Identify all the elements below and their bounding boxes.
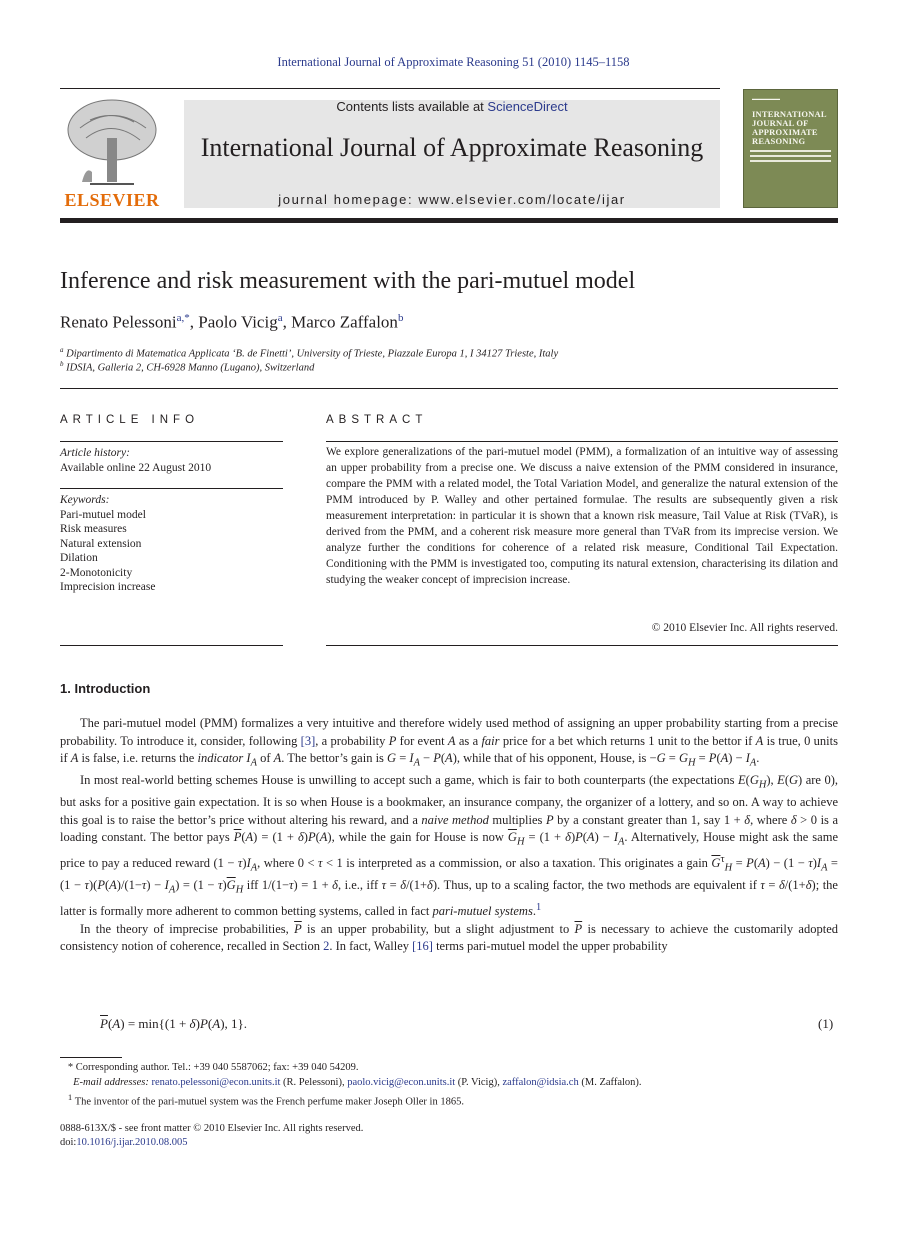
keyword: 2-Monotonicity — [60, 566, 133, 579]
keyword: Dilation — [60, 552, 98, 564]
footnote-rule — [60, 1057, 122, 1058]
doi-link[interactable]: 10.1016/j.ijar.2010.08.005 — [76, 1137, 188, 1148]
author-affil-link[interactable]: a — [277, 312, 283, 324]
citation-link[interactable]: [16] — [412, 939, 433, 954]
contents-line — [184, 99, 720, 114]
cover-stripe — [750, 160, 831, 162]
keywords-block — [60, 493, 283, 595]
author-name: Marco Zaffalon — [291, 312, 398, 332]
intro-body — [60, 715, 838, 956]
equation-number: (1) — [818, 1016, 834, 1031]
issn-line: 0888-613X/$ - see front matter © 2010 Elsevier Inc. All rights reserved. — [60, 1123, 364, 1134]
divider — [60, 441, 283, 442]
abstract-text: We explore generalizations of the pari-mutuel model (PMM), a formalization of an intuitive way of assessing an upper probability from a precise one. We discuss a naive extension of the PMM considered in insurance, compare the PMM with a related model, the Total Variation Model, and generalize the natural extension of the PMM introduced by P. Walley and other pertained formulae. The results are subsequently given a risk measurement interpretation: in particular it is shown that a known risk measure, Tail Value at Risk (TVaR), is derived from the PMM, and a coherent risk measure more general than TVaR from its imprecise version. We analyze further the conditions for coherence of a related risk measure, Conditional Tail Expectation. Conditioning with the PMM is investigated too, computing its natural extension, characterising its dilation and studying the weaker concept of imprecision increase. — [326, 446, 838, 586]
keywords-label: Keywords: — [60, 494, 110, 506]
header-top-rule — [60, 88, 720, 89]
paragraph: In most real-world betting schemes House is unwilling to accept such a game, which is fair to both counterparts (the expectations $E(G_H)$, E(G) are 0), but asks for a positive gain expectation. It is so when House is a bookmaker, an insurance company, the organizer of a lottery, and so on. A way to achieve this goal is to raise the bettor’s price without altering his reward, and a naive method multiplies P by a constant greater than 1, say 1 + δ, where δ > 0 is a loading constant. The bettor pays $\overline{P}(A) = (1 + \delta)P(A)$, while the gain for House is now $\overline{G}_H = (1 + \delta)P(A) - I_A$. Alternatively, House might ask the same price to pay a reduced reward $(1 - \tau)I_A$, where 0 < τ < 1 is interpreted as a commission, or also a taxation. This originates a gain $\overline{G}^\tau_H = P(A) - (1 - \tau)I_A = (1 - \tau)(P(A)/(1-\tau) - I_A) = (1 - \tau)\overline{G}_H$ iff 1/(1−τ) = 1 + δ, i.e., iff τ = δ/(1+δ). Thus, up to a scaling factor, the two methods are equivalent if τ = δ/(1+δ); the latter is formally more adherent to common betting systems, called in fact pari-mutuel systems.$^1$ — [60, 773, 839, 919]
footnote-emails: E-mail addresses: renato.pelessoni@econ.units.it (R. Pelessoni), paolo.vicig@econ.units.it (P. Vicig), zaffalon@idsia.ch (M. Zaffalon). — [73, 1077, 642, 1088]
keyword: Imprecision increase — [60, 581, 156, 593]
author-name: Renato Pelessoni — [60, 312, 177, 332]
cover-title: INTERNATIONAL JOURNAL OF APPROXIMATE REASONING — [752, 109, 827, 146]
email-link[interactable]: renato.pelessoni@econ.units.it — [151, 1077, 281, 1088]
equation: $\overline{P}(A) = \min\{(1 + \delta)P(A)$, 1}. — [100, 1016, 248, 1031]
cover-stripe — [750, 155, 831, 157]
divider — [60, 645, 283, 646]
email-label: E-mail addresses: — [73, 1077, 149, 1088]
author-list: Renato Pelessoni$^{a,*}$, Paolo Vicig$^a$, Marco Zaffalon$^b$ — [60, 312, 404, 332]
contents-prefix: Contents lists available at — [336, 99, 488, 114]
divider — [326, 645, 838, 646]
paragraph: The pari-mutuel model (PMM) formalizes a very intuitive and therefore widely used method of assigning an upper probability starting from a precise probability. To introduce it, consider, following [3], a probability P for event A as a fair price for a bet which returns 1 unit to the bettor if A is true, 0 units if A is false, i.e. returns the indicator $I_A$ of A. The bettor’s gain is $G = I_A - P(A)$, while that of his opponent, House, is $-G = G_H = P(A) - I_A$. — [60, 716, 838, 769]
article-title: Inference and risk measurement with the pari-mutuel model — [60, 268, 636, 294]
citation-link[interactable]: [3] — [300, 733, 316, 748]
email-link[interactable]: paolo.vicig@econ.units.it — [347, 1077, 456, 1088]
affiliation-a: $^a$ Dipartimento di Matematica Applicata ‘B. de Finetti’, University of Trieste, Piazzale Europa 1, I 34127 Trieste, Italy — [60, 346, 559, 360]
keyword: Natural extension — [60, 537, 142, 550]
history-value: Available online 22 August 2010 — [60, 461, 212, 474]
divider — [60, 488, 283, 489]
author-name: Paolo Vicig — [198, 312, 278, 332]
abstract-heading: ABSTRACT — [326, 414, 428, 426]
article-history — [60, 446, 283, 475]
article-info-heading: ARTICLE INFO — [60, 414, 200, 426]
author-affil-link[interactable]: a,* — [176, 312, 190, 324]
cover-top-text: ▬▬▬▬▬▬▬ — [752, 96, 780, 101]
section-link[interactable]: 2 — [323, 939, 330, 954]
affiliation-b: $^b$ IDSIA, Galleria 2, CH-6928 Manno (Lugano), Switzerland — [60, 360, 315, 374]
abstract-copyright: © 2010 Elsevier Inc. All rights reserved. — [651, 622, 838, 634]
keyword: Risk measures — [60, 523, 127, 535]
keyword: Pari-mutuel model — [60, 508, 146, 521]
paragraph: In the theory of imprecise probabilities, $\overline{P}$ is an upper probability, but a slight adjustment to $\overline{P}$ is necessary to achieve the customarily adopted consistency notion of coherence, recalled in Section 2. In fact, Walley [16] terms pari-mutuel model the upper probability — [60, 921, 838, 954]
journal-title: International Journal of Approximate Reasoning — [200, 133, 704, 162]
footnote-link[interactable]: 1 — [535, 902, 542, 914]
sciencedirect-link[interactable]: ScienceDirect — [487, 99, 568, 114]
doi-line: doi:10.1016/j.ijar.2010.08.005 — [60, 1137, 188, 1148]
cover-stripe — [750, 150, 831, 152]
footnote-1: $^1$ The inventor of the pari-mutuel system was the French perfume maker Joseph Oller in 1865. — [67, 1092, 464, 1108]
section-heading: 1. Introduction — [60, 681, 151, 696]
journal-reference[interactable]: International Journal of Approximate Reasoning 51 (2010) 1145–1158 — [277, 55, 630, 69]
footnote-corresponding: * Corresponding author. Tel.: +39 040 5587062; fax: +39 040 54209. — [60, 1062, 359, 1073]
divider — [60, 388, 838, 389]
author-affil-link[interactable]: b — [397, 312, 404, 324]
email-link[interactable]: zaffalon@idsia.ch — [502, 1077, 579, 1088]
elsevier-wordmark: ELSEVIER — [64, 190, 160, 210]
history-label: Article history: — [60, 447, 130, 459]
divider — [326, 441, 838, 442]
journal-homepage[interactable]: journal homepage: www.elsevier.com/locate/ijar — [278, 192, 626, 207]
header-thick-rule — [60, 218, 838, 223]
journal-cover-image — [743, 89, 838, 208]
